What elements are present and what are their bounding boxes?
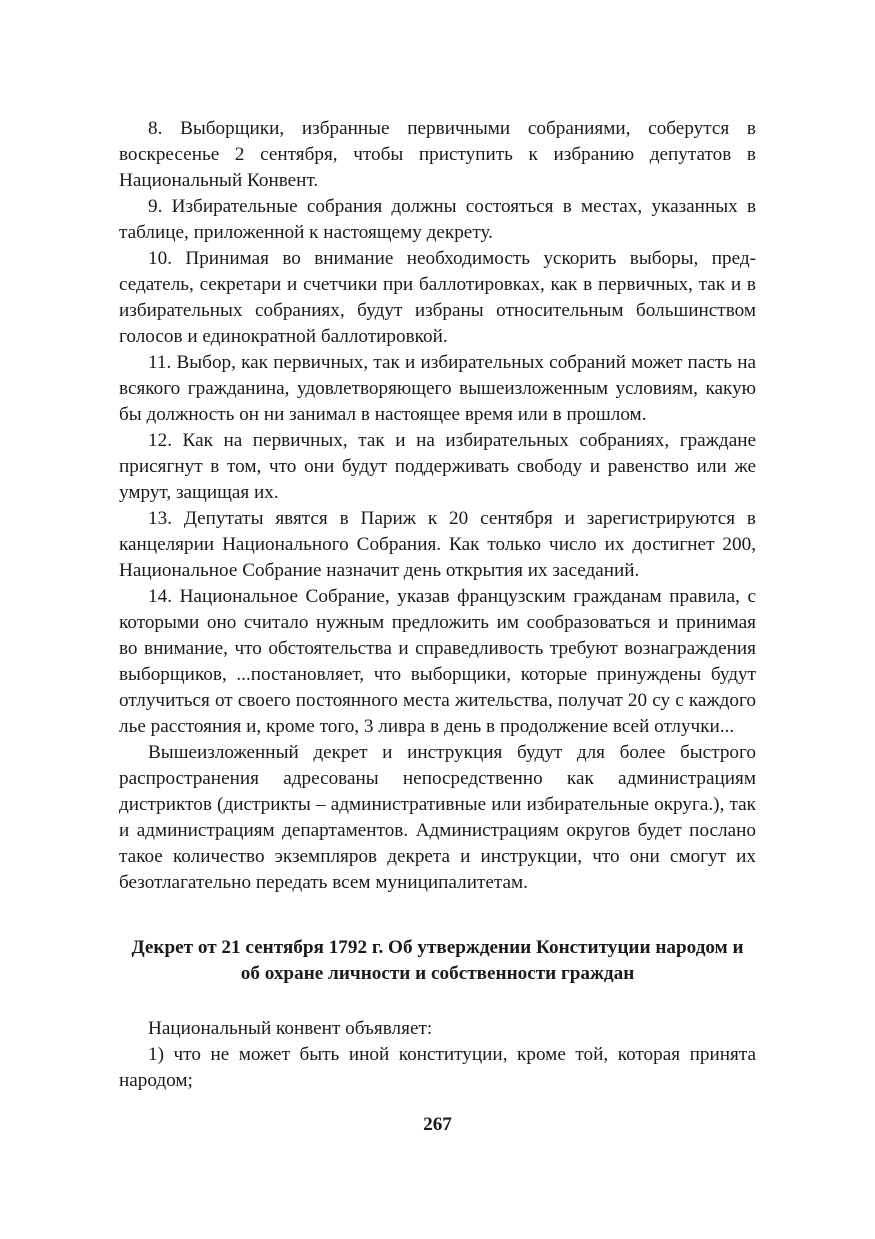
section-heading: Декрет от 21 сентября 1792 г. Об утверждении Конституции народом и об охране личности и собственности граждан bbox=[131, 937, 744, 984]
document-page bbox=[119, 116, 756, 1094]
page-number: 267 bbox=[423, 1114, 452, 1135]
paragraph-distribution: Вышеизложенный декрет и инструкция будут для более быстрого распространения адресованы непосредственно как администрациям дистриктов (дистрикты – административные или избирательные округа.), так и администрациям департаментов. Администрациям округов будет послано такое количество экземпляров декрета и инструкции, что они смогут их безотлагательно передать всем муниципалитетам. bbox=[119, 742, 756, 893]
paragraph-item-1: 1) что не может быть иной конституции, кроме той, которая принята народом; bbox=[119, 1044, 756, 1091]
paragraph-item-11: 11. Выбор, как первичных, так и избирательных собраний может пасть на всякого гражданина, удовлетворяющего вышеизложенным условиям, какую бы должность он ни занимал в настоящее время или в прошлом. bbox=[119, 352, 756, 425]
paragraph-item-13: 13. Депутаты явятся в Париж к 20 сентября и зарегистрируются в канцелярии Национального Собрания. Как только число их достигнет 200, Национальное Собрание назначит день открытия их заседаний. bbox=[119, 508, 756, 581]
paragraph-item-12: 12. Как на первичных, так и на избирательных собраниях, граждане присягнут в том, что они будут поддерживать свободу и равенство или же умрут, защищая их. bbox=[119, 430, 756, 503]
paragraph-item-9: 9. Избирательные собрания должны состояться в местах, указанных в таблице, приложенной к настоящему декрету. bbox=[119, 196, 756, 243]
heading-spacer bbox=[119, 987, 756, 1016]
paragraph-item-10: 10. Принимая во внимание необходимость ускорить выборы, председатель, секретари и счетчики при баллотировках, как в первичных, так и в избирательных собраниях, будут избраны относительным большинством голосов и единократной баллотировкой. bbox=[119, 248, 756, 347]
paragraph-item-14: 14. Национальное Собрание, указав французским гражданам правила, с которыми оно считало нужным предложить им сообразоваться и принимая во внимание, что обстоятельства и справедливость требуют вознаграждения выборщиков, ...постановляет, что выборщики, которые принуждены будут отлучиться от своего постоянного места жительства, получат 20 су с каждого лье расстояния и, кроме того, 3 ливра в день в продолжение всей отлучки... bbox=[119, 586, 756, 737]
paragraph-declaration: Национальный конвент объявляет: bbox=[148, 1018, 433, 1039]
paragraph-item-8: 8. Выборщики, избранные первичными собраниями, соберутся в воскресенье 2 сентября, чтобы приступить к избранию депутатов в Национальный Конвент. bbox=[119, 118, 756, 191]
